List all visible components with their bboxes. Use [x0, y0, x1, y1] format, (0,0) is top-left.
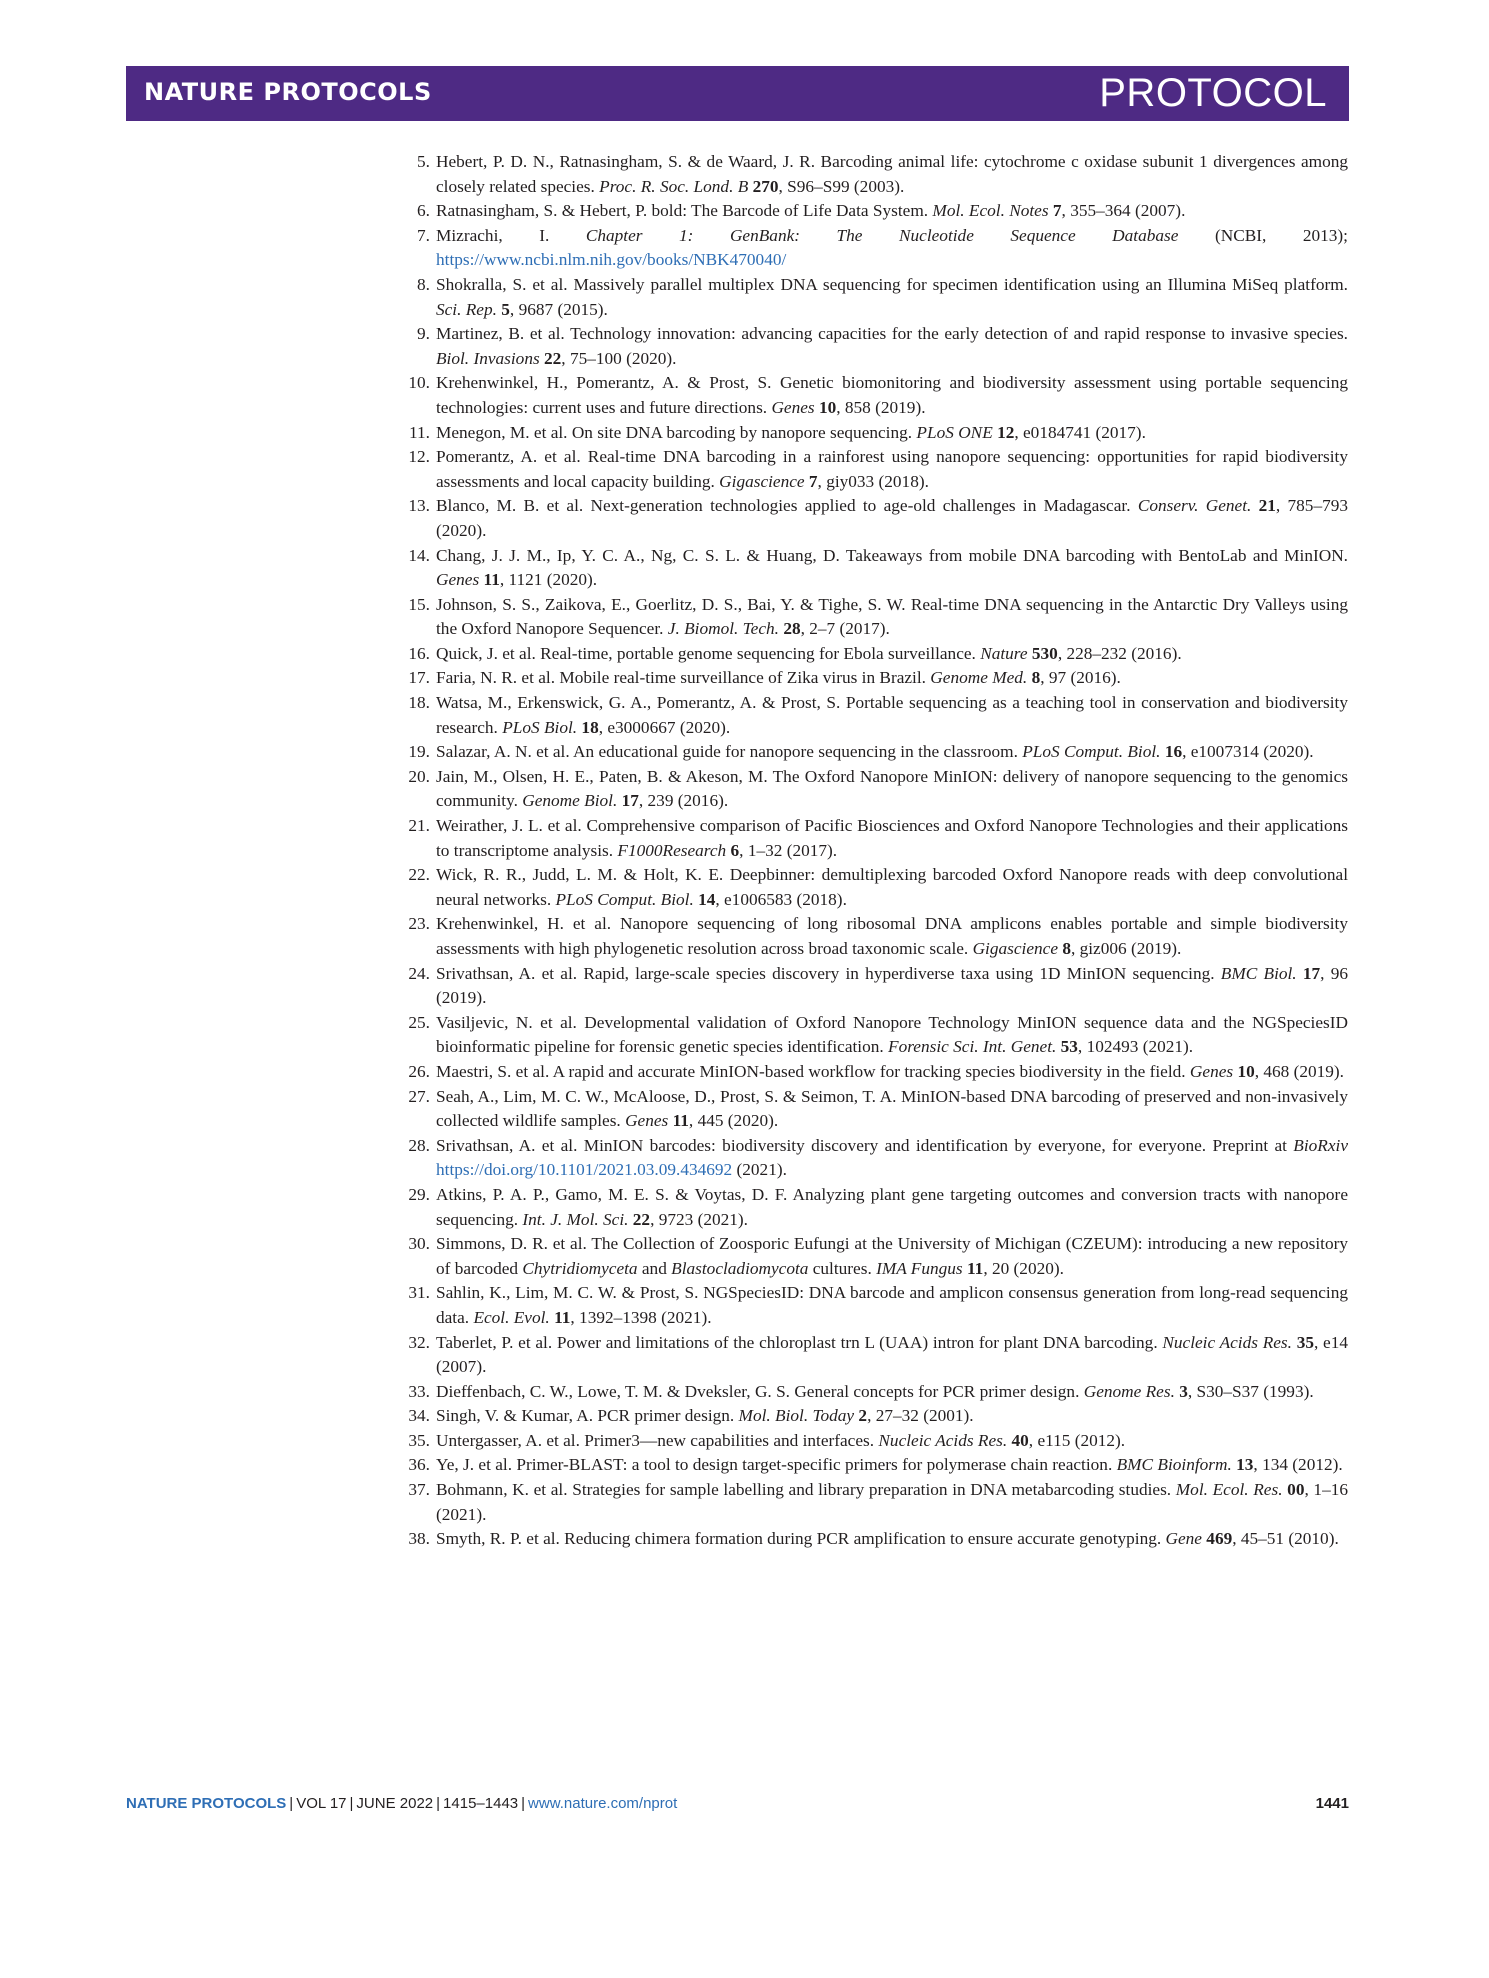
volume-number: 17: [621, 791, 639, 811]
volume-number: 22: [544, 348, 562, 368]
reference-item: [404, 912, 1348, 961]
reference-number: 36.: [408, 1455, 430, 1475]
footer-volume: VOL 17: [296, 1795, 347, 1812]
reference-item: [404, 1281, 1348, 1330]
reference-item: [404, 666, 1348, 691]
journal-name-italic: PLoS Comput. Biol.: [555, 889, 694, 909]
reference-segment: , 468 (2019).: [1254, 1061, 1344, 1081]
page-footer: NATURE PROTOCOLS | VOL 17 | JUNE 2022 | 1415–1443 | www.nature.com/nprot 1441: [126, 1795, 1349, 1812]
reference-item: [404, 642, 1348, 667]
footer-pages: 1415–1443: [443, 1795, 519, 1812]
journal-name-italic: Gigascience: [972, 939, 1058, 958]
reference-text: [436, 693, 1348, 737]
reference-segment: Maestri, S. et al. A rapid and accurate MinION-based workflow for tracking species biodiversity in the field.: [436, 1061, 1190, 1081]
reference-segment: Watsa, M., Erkenswick, G. A., Pomerantz, A. & Prost, S. Portable sequencing as a teaching tool in conservation and biodiversity research.: [436, 693, 1348, 737]
volume-number: 6: [730, 840, 740, 860]
reference-segment: Srivathsan, A. et al. Rapid, large-scale species discovery in hyperdiverse taxa using 1D MinION sequencing.: [436, 963, 1221, 983]
reference-number: 31.: [408, 1283, 430, 1303]
reference-segment: Untergasser, A. et al. Primer3—new capabilities and interfaces.: [436, 1430, 879, 1450]
volume-number: 12: [997, 422, 1015, 442]
reference-number: 27.: [408, 1086, 430, 1106]
reference-text: [436, 275, 1348, 319]
volume-number: 14: [698, 889, 716, 909]
reference-item: [404, 150, 1348, 199]
reference-text: [436, 1062, 1344, 1081]
reference-segment: Vasiljevic, N. et al. Developmental validation of Oxford Nanopore Technology MinION sequence data and the NGSpeciesID bioinformatic pipeline for forensic genetic species identification.: [436, 1012, 1348, 1057]
footer-date: JUNE 2022: [356, 1795, 434, 1812]
reference-item: [404, 1134, 1348, 1183]
reference-text: [436, 496, 1348, 540]
reference-segment: Mizrachi, I.: [436, 225, 586, 245]
reference-segment: , 228–232 (2016).: [1057, 643, 1182, 663]
reference-text: [436, 447, 1348, 491]
reference-item: [404, 224, 1348, 273]
volume-number: 40: [1011, 1430, 1029, 1450]
journal-name-italic: Mol. Ecol. Notes: [932, 201, 1049, 221]
reference-segment: , S30–S37 (1993).: [1187, 1381, 1314, 1401]
reference-number: 14.: [408, 545, 430, 565]
reference-segment: , e0184741 (2017).: [1014, 422, 1146, 442]
journal-name-italic: Biol. Invasions: [436, 348, 540, 368]
reference-text: [436, 865, 1348, 909]
reference-segment: , 355–364 (2007).: [1061, 201, 1186, 221]
reference-segment: , e3000667 (2020).: [598, 717, 731, 737]
reference-number: 10.: [408, 373, 430, 393]
journal-name-italic: IMA Fungus: [876, 1258, 963, 1278]
reference-segment: , 97 (2016).: [1040, 668, 1121, 688]
reference-segment: , 445 (2020).: [688, 1111, 779, 1131]
reference-item: [404, 814, 1348, 863]
reference-segment: and: [637, 1258, 672, 1278]
reference-list: [404, 150, 1348, 1552]
reference-segment: (2021).: [732, 1160, 787, 1180]
journal-name-italic: Mol. Ecol. Res.: [1175, 1480, 1283, 1500]
volume-number: 10: [818, 397, 837, 417]
journal-name-italic: Sci. Rep.: [436, 299, 497, 319]
reference-text: [436, 816, 1348, 860]
reference-segment: Shokralla, S. et al. Massively parallel multiplex DNA sequencing for specimen identification using an Illumina MiSeq platform.: [436, 274, 1348, 294]
journal-name: NATURE PROTOCOLS: [144, 78, 432, 106]
reference-text: [436, 644, 1182, 663]
reference-text: [436, 373, 1348, 417]
reference-number: 6.: [417, 201, 430, 221]
journal-name-italic: Genes: [625, 1111, 669, 1131]
reference-item: [404, 1527, 1348, 1552]
volume-number: 18: [581, 717, 599, 737]
reference-text: [436, 1234, 1348, 1278]
reference-number: 11.: [409, 422, 430, 442]
volume-number: 270: [752, 176, 779, 196]
reference-text: [436, 668, 1121, 687]
reference-text: [436, 1455, 1343, 1474]
reference-segment: Smyth, R. P. et al. Reducing chimera formation during PCR amplification to ensure accurate genotyping.: [436, 1529, 1166, 1549]
reference-segment: Ratnasingham, S. & Hebert, P. bold: The Barcode of Life Data System.: [436, 201, 933, 221]
page-number: 1441: [1315, 1795, 1349, 1812]
reference-item: [404, 1380, 1348, 1405]
journal-name-italic: BMC Biol.: [1220, 963, 1297, 983]
reference-segment: , 1121 (2020).: [499, 570, 598, 590]
reference-segment: , 9687 (2015).: [509, 299, 608, 319]
reference-segment: Dieffenbach, C. W., Lowe, T. M. & Dveksler, G. S. General concepts for PCR primer design.: [436, 1381, 1084, 1401]
journal-name-italic: J. Biomol. Tech.: [667, 619, 779, 639]
reference-item: [404, 1085, 1348, 1134]
reference-text: [436, 742, 1314, 761]
reference-item: [404, 863, 1348, 912]
reference-item: [404, 1183, 1348, 1232]
reference-segment: Pomerantz, A. et al. Real-time DNA barcoding in a rainforest using nanopore sequencing: opportunities for rapid biodiversity assessments and local capacity building.: [436, 447, 1348, 491]
reference-text: [436, 1480, 1348, 1524]
reference-link[interactable]: https://www.ncbi.nlm.nih.gov/books/NBK470040/: [436, 250, 787, 270]
volume-number: 530: [1031, 643, 1058, 663]
journal-name-italic: Genes: [771, 397, 815, 417]
reference-text: [436, 595, 1348, 639]
reference-segment: , e1007314 (2020).: [1182, 742, 1314, 762]
journal-name-italic: Genome Med.: [930, 668, 1028, 688]
reference-item: [404, 371, 1348, 420]
reference-number: 24.: [408, 963, 430, 983]
reference-segment: , 1392–1398 (2021).: [570, 1307, 712, 1327]
reference-number: 34.: [408, 1406, 430, 1426]
reference-text: [436, 1529, 1339, 1548]
journal-name-italic: Blastocladiomycota: [671, 1258, 809, 1278]
volume-number: 11: [554, 1307, 571, 1327]
reference-item: [404, 1060, 1348, 1085]
volume-number: 469: [1206, 1529, 1233, 1549]
journal-name-italic: Nucleic Acids Res.: [1162, 1332, 1292, 1352]
reference-segment: , e115 (2012).: [1028, 1430, 1126, 1450]
volume-number: 10: [1237, 1061, 1255, 1081]
reference-segment: , 134 (2012).: [1253, 1455, 1343, 1475]
reference-text: [436, 1087, 1348, 1131]
journal-name-italic: Conserv. Genet.: [1137, 496, 1252, 516]
reference-text: [436, 964, 1348, 1008]
reference-text: [436, 1013, 1348, 1057]
reference-text: [436, 423, 1146, 442]
reference-segment: Martinez, B. et al. Technology innovation: advancing capacities for the early detection of and rapid response to invasive species.: [436, 324, 1348, 344]
reference-number: 15.: [408, 594, 430, 614]
reference-segment: Seah, A., Lim, M. C. W., McAloose, D., Prost, S. & Seimon, T. A. MinION-based DNA barcoding of preserved and non-invasively collected wildlife samples.: [436, 1086, 1348, 1131]
reference-item: [404, 544, 1348, 593]
reference-number: 37.: [408, 1480, 430, 1500]
footer-url[interactable]: www.nature.com/nprot: [528, 1795, 678, 1812]
reference-segment: Bohmann, K. et al. Strategies for sample labelling and library preparation in DNA metabarcoding studies.: [436, 1480, 1176, 1500]
volume-number: 53: [1060, 1037, 1078, 1057]
reference-segment: , 102493 (2021).: [1077, 1037, 1194, 1057]
journal-name-italic: Nature: [980, 643, 1028, 663]
journal-name-italic: Genes: [436, 570, 480, 590]
reference-number: 7.: [417, 225, 430, 245]
reference-item: [404, 1429, 1348, 1454]
reference-number: 26.: [408, 1061, 430, 1081]
reference-number: 23.: [408, 914, 430, 934]
reference-segment: , 20 (2020).: [983, 1258, 1064, 1278]
journal-name-italic: Genes: [1189, 1061, 1234, 1081]
reference-segment: , 45–51 (2010).: [1232, 1529, 1339, 1549]
reference-number: 22.: [408, 865, 430, 885]
journal-name-italic: PLoS ONE: [916, 422, 993, 442]
volume-number: 8: [1031, 668, 1041, 688]
reference-segment: , 858 (2019).: [836, 397, 926, 417]
reference-segment: , S96–S99 (2003).: [778, 176, 905, 196]
volume-number: 8: [1062, 939, 1071, 958]
reference-segment: [1251, 496, 1258, 515]
reference-segment: , 9723 (2021).: [650, 1209, 748, 1229]
footer-journal: NATURE PROTOCOLS: [126, 1795, 287, 1812]
reference-text: [436, 226, 1348, 270]
reference-segment: Salazar, A. N. et al. An educational guide for nanopore sequencing in the classroom.: [436, 742, 1023, 762]
reference-number: 30.: [408, 1234, 430, 1254]
reference-text: [436, 1136, 1348, 1180]
reference-item: [404, 1011, 1348, 1060]
volume-number: 22: [632, 1209, 651, 1229]
reference-segment: Menegon, M. et al. On site DNA barcoding by nanopore sequencing.: [436, 422, 917, 442]
reference-segment: Atkins, P. A. P., Gamo, M. E. S. & Voytas, D. F. Analyzing plant gene targeting outcomes and conversion tracts with nanopore sequencing.: [436, 1184, 1348, 1229]
reference-segment: , 27–32 (2001).: [867, 1406, 974, 1426]
reference-segment: Singh, V. & Kumar, A. PCR primer design.: [436, 1406, 739, 1426]
reference-segment: Taberlet, P. et al. Power and limitations of the chloroplast trn L (UAA) intron for plant DNA barcoding.: [436, 1332, 1163, 1352]
reference-number: 19.: [408, 742, 430, 762]
volume-number: 7: [808, 471, 818, 491]
reference-text: [436, 767, 1348, 811]
reference-number: 9.: [417, 324, 430, 344]
reference-segment: Johnson, S. S., Zaikova, E., Goerlitz, D. S., Bai, Y. & Tighe, S. W. Real-time DNA sequencing in the Antarctic Dry Valleys using the Oxford Nanopore Sequencer.: [436, 594, 1348, 639]
reference-segment: Weirather, J. L. et al. Comprehensive comparison of Pacific Biosciences and Oxford Nanopore Technologies and their applications to transcriptome analysis.: [436, 816, 1348, 860]
volume-number: 17: [1302, 963, 1321, 983]
reference-segment: , giz006 (2019).: [1070, 939, 1182, 958]
reference-item: [404, 740, 1348, 765]
reference-number: 16.: [408, 643, 430, 663]
reference-number: 21.: [408, 816, 430, 836]
reference-text: [436, 324, 1348, 368]
journal-name-italic: BMC Bioinform.: [1116, 1455, 1232, 1475]
reference-segment: Sahlin, K., Lim, M. C. W. & Prost, S. NGSpeciesID: DNA barcode and amplicon consensus generation from long-read sequencing data.: [436, 1283, 1348, 1327]
reference-number: 17.: [408, 668, 430, 688]
reference-segment: , 96 (2019).: [436, 963, 1349, 1008]
journal-name-italic: BioRxiv: [1293, 1135, 1348, 1155]
journal-name-italic: PLoS Biol.: [502, 717, 578, 737]
journal-name-italic: Chapter 1: GenBank: The Nucleotide Sequence Database: [585, 225, 1179, 245]
reference-item: [404, 962, 1348, 1011]
volume-number: 7: [1052, 201, 1062, 221]
volume-number: 11: [966, 1258, 984, 1278]
reference-link[interactable]: https://doi.org/10.1101/2021.03.09.434692: [436, 1160, 733, 1180]
journal-name-italic: Genome Biol.: [522, 791, 618, 811]
reference-number: 18.: [408, 693, 430, 713]
volume-number: 11: [672, 1111, 689, 1131]
reference-text: [436, 1333, 1348, 1377]
volume-number: 16: [1164, 742, 1183, 762]
reference-segment: Quick, J. et al. Real-time, portable genome sequencing for Ebola surveillance.: [436, 643, 981, 663]
reference-item: [404, 593, 1348, 642]
reference-segment: Simmons, D. R. et al. The Collection of Zoosporic Eufungi at the University of Michigan (CZEUM): introducing a new repository of barcoded: [436, 1234, 1348, 1278]
volume-number: 3: [1179, 1381, 1188, 1401]
reference-segment: , 1–16 (2021).: [436, 1480, 1348, 1524]
volume-number: 5: [501, 299, 510, 319]
reference-item: [404, 322, 1348, 371]
reference-number: 8.: [417, 274, 430, 294]
reference-text: [436, 201, 1185, 220]
reference-item: [404, 691, 1348, 740]
reference-item: [404, 765, 1348, 814]
journal-name-italic: Int. J. Mol. Sci.: [522, 1209, 629, 1229]
reference-number: 20.: [408, 766, 430, 786]
reference-item: [404, 421, 1348, 446]
reference-text: [436, 1283, 1348, 1327]
volume-number: 2: [858, 1406, 868, 1426]
reference-text: [436, 1431, 1125, 1450]
volume-number: 11: [483, 570, 500, 590]
reference-number: 28.: [408, 1135, 430, 1155]
reference-text: [436, 1382, 1314, 1401]
reference-segment: , e14 (2007).: [436, 1332, 1348, 1377]
journal-name-italic: Gigascience: [719, 471, 805, 491]
reference-segment: Wick, R. R., Judd, L. M. & Holt, K. E. Deepbinner: demultiplexing barcoded Oxford Nanopore reads with deep convolutional neural networks.: [436, 865, 1348, 909]
article-type: PROTOCOL: [1099, 71, 1327, 115]
reference-segment: , 2–7 (2017).: [800, 619, 890, 639]
reference-segment: Ye, J. et al. Primer-BLAST: a tool to design target-specific primers for polymerase chain reaction.: [436, 1455, 1117, 1475]
reference-segment: Krehenwinkel, H., Pomerantz, A. & Prost, S. Genetic biomonitoring and biodiversity assessment using portable sequencing technologies: current uses and future directions.: [436, 373, 1348, 417]
reference-segment: cultures.: [808, 1258, 877, 1278]
reference-item: [404, 1453, 1348, 1478]
reference-segment: Chang, J. J. M., Ip, Y. C. A., Ng, C. S. L. & Huang, D. Takeaways from mobile DNA barcoding with BentoLab and MinION.: [436, 545, 1348, 565]
reference-number: 5.: [417, 152, 430, 171]
reference-number: 33.: [408, 1381, 430, 1401]
reference-segment: Srivathsan, A. et al. MinION barcodes: biodiversity discovery and identification by everyone, for everyone. Preprint at: [436, 1135, 1294, 1155]
reference-segment: , 785–793 (2020).: [436, 496, 1349, 540]
reference-text: [436, 1406, 974, 1425]
reference-item: [404, 494, 1348, 543]
reference-segment: Jain, M., Olsen, H. E., Paten, B. & Akeson, M. The Oxford Nanopore MinION: delivery of nanopore sequencing to the genomics community.: [436, 766, 1348, 811]
volume-number: 00: [1287, 1480, 1305, 1500]
journal-name-italic: Mol. Biol. Today: [738, 1406, 855, 1426]
reference-segment: , 239 (2016).: [638, 791, 729, 811]
reference-number: 38.: [408, 1529, 430, 1549]
reference-segment: (NCBI, 2013);: [1178, 225, 1348, 245]
volume-number: 13: [1236, 1455, 1254, 1475]
reference-item: [404, 199, 1348, 224]
journal-name-italic: F1000Research: [617, 840, 727, 860]
volume-number: 21: [1258, 496, 1276, 516]
journal-name-italic: Genome Res.: [1083, 1381, 1175, 1401]
journal-header-bar: [126, 66, 1349, 121]
reference-item: [404, 1232, 1348, 1281]
reference-number: 29.: [408, 1184, 430, 1204]
reference-segment: Krehenwinkel, H. et al. Nanopore sequencing of long ribosomal DNA amplicons enables portable and simple biodiversity assessments with high phylogenetic resolution across broad taxonomic scale.: [436, 914, 1348, 958]
journal-name-italic: Ecol. Evol.: [473, 1307, 550, 1327]
reference-number: 32.: [408, 1332, 430, 1352]
volume-number: 35: [1296, 1332, 1314, 1352]
reference-item: [404, 1331, 1348, 1380]
reference-item: [404, 445, 1348, 494]
journal-name-italic: Proc. R. Soc. Lond. B: [599, 176, 749, 196]
journal-name-italic: Nucleic Acids Res.: [878, 1430, 1008, 1450]
journal-name-italic: Gene: [1165, 1529, 1202, 1549]
reference-text: [436, 1185, 1348, 1229]
reference-text: [436, 914, 1348, 958]
reference-text: [436, 152, 1348, 196]
reference-number: 12.: [408, 447, 430, 467]
reference-number: 35.: [408, 1430, 430, 1450]
reference-segment: Hebert, P. D. N., Ratnasingham, S. & de Waard, J. R. Barcoding animal life: cytochrome c oxidase subunit 1 divergences among closely related species.: [436, 152, 1348, 196]
journal-name-italic: Chytridiomyceta: [522, 1258, 638, 1278]
journal-name-italic: Forensic Sci. Int. Genet.: [888, 1037, 1057, 1057]
journal-name-italic: PLoS Comput. Biol.: [1022, 742, 1161, 762]
reference-segment: , giy033 (2018).: [817, 471, 929, 491]
reference-segment: Faria, N. R. et al. Mobile real-time surveillance of Zika virus in Brazil.: [436, 668, 931, 688]
volume-number: 28: [783, 619, 801, 639]
reference-segment: , 1–32 (2017).: [739, 840, 838, 860]
reference-number: 13.: [408, 496, 430, 516]
reference-segment: , 75–100 (2020).: [561, 348, 677, 368]
reference-number: 25.: [408, 1012, 430, 1032]
reference-segment: , e1006583 (2018).: [715, 889, 847, 909]
reference-item: [404, 273, 1348, 322]
reference-segment: Blanco, M. B. et al. Next-generation technologies applied to age-old challenges in Madagascar.: [436, 496, 1138, 516]
reference-item: [404, 1478, 1348, 1527]
reference-item: [404, 1404, 1348, 1429]
reference-text: [436, 546, 1348, 590]
